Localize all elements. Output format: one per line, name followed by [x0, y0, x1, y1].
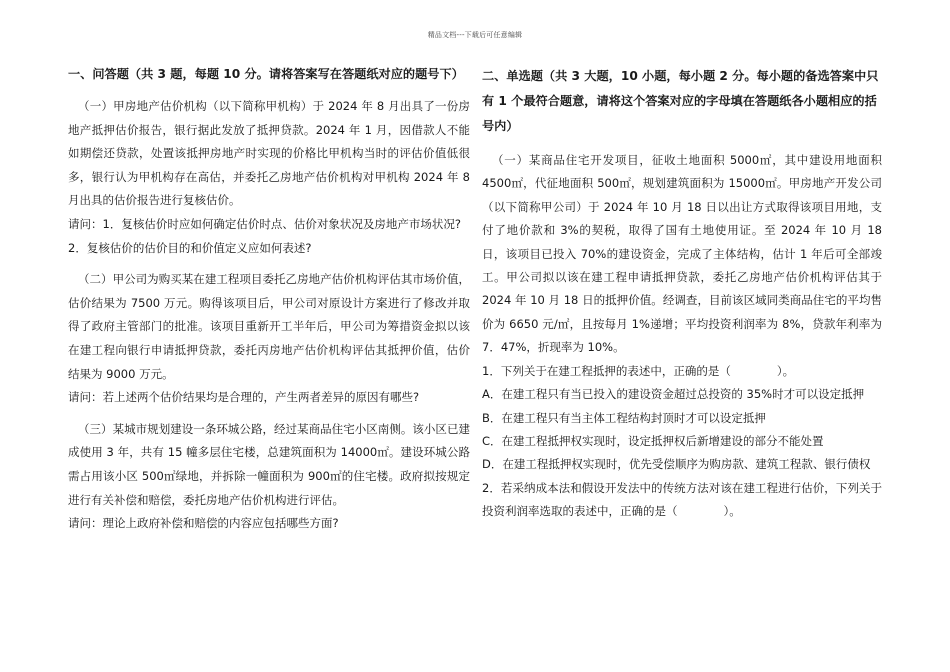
question-2-body: （二）甲公司为购买某在建工程项目委托乙房地产估价机构评估其市场价值，估价结果为 7500 万元。购得该项目后，甲公司对原设计方案进行了修改并取得了政府主管部门的批准。该项目重新开工半年后，甲公司为筹措资金拟以该在建工程向银行申请抵押贷款，委托丙房地产估价机构评估其抵押价值，估价结果为 9000 万元。 — [68, 272, 470, 381]
mcq-2-stem-end: ）。 — [723, 504, 741, 519]
mcq-2-stem — [482, 477, 882, 524]
question-3-body: （三）某城市规划建设一条环城公路，经过某商品住宅小区南侧。该小区已建成使用 3 年，共有 15 幢多层住宅楼，总建筑面积为 14000㎡。建设环城公路需占用该小区 500㎡绿地，并拆除一幢面积为 900㎡的住宅楼。政府拟按规定进行有关补偿和赔偿，委托房地产估价机构进行评估。 — [68, 421, 470, 507]
question-2-ask: 请问：若上述两个估价结果均是合理的，产生两者差异的原因有哪些? — [68, 390, 420, 405]
mcq-2-stem-text: 2．若采纳成本法和假设开发法中的传统方法对该在建工程进行估价，下列关于投资利润率选取的表述中，正确的是（ — [482, 480, 882, 519]
section-title-single-choice: 二、单选题（共 3 大题，10 小题，每小题 2 分。每小题的备选答案中只有 1 个最符合题意，请将这个答案对应的字母填在答题纸各小题相应的括号内） — [482, 69, 879, 133]
mcq-1-option-a: A．在建工程只有当已投入的建设资金超过总投资的 35%时才可以设定抵押 — [482, 387, 865, 402]
left-column — [68, 64, 470, 536]
section-title-qa: 一、问答题（共 3 题，每题 10 分。请将答案写在答题纸对应的题号下） — [68, 67, 464, 81]
question-1-ask-1: 请问：1．复核估价时应如何确定估价时点、估价对象状况及房地产市场状况? — [68, 216, 461, 231]
mcq-1-stem — [482, 360, 882, 384]
page-header: 精品文档---下载后可任意编辑 — [427, 31, 523, 39]
mcq-1-option-b: B．在建工程只有当主体工程结构封顶时才可以设定抵押 — [482, 410, 766, 425]
question-3-ask: 请问：理论上政府补偿和赔偿的内容应包括哪些方面? — [68, 516, 339, 531]
question-1-body: （一）甲房地产估价机构（以下简称甲机构）于 2024 年 8 月出具了一份房地产抵押估价报告，银行据此发放了抵押贷款。2024 年 1 月，因借款人不能如期偿还贷款，处置该抵押房地产时实现的价格比甲机构当时的评估价值低很多，银行认为甲机构存在高估，并委托乙房地产估价机构对甲机构 2024 年 8 月出具的估价报告进行复核估价。 — [68, 99, 470, 208]
mcq-1-stem-end: ）。 — [776, 363, 795, 378]
mcq-1-option-d: D．在建工程抵押权实现时，优先受偿顺序为购房款、建筑工程款、银行债权 — [482, 457, 871, 472]
mcq-1-stem-text: 1．下列关于在建工程抵押的表述中，正确的是（ — [482, 363, 731, 378]
right-column — [482, 64, 882, 524]
case-description: （一）某商品住宅开发项目，征收土地面积 5000㎡，其中建设用地面积 4500㎡，代征地面积 500㎡，规划建筑面积为 15000㎡。甲房地产开发公司（以下简称甲公司）于 2024 年 10 月 18 日以出让方式取得该项目用地，支付了地价款和 3%的契税，取得了国有土地使用证。至 2024 年 10 月 18 日，该项目已投入 70%的建设资金，完成了主体结构，估计 1 年后可全部竣工。甲公司拟以该在建工程申请抵押贷款，委托乙房地产估价机构评估其于 2024 年 10 月 18 日的抵押价值。经调查，目前该区域同类商品住宅的平均售价为 6650 元/㎡，且按每月 1%递增；平均投资利润率为 8%，贷款年利率为 7．47%，折现率为 10%。 — [482, 153, 882, 355]
mcq-1-option-c: C．在建工程抵押权实现时，设定抵押权后新增建设的部分不能处置 — [482, 434, 824, 449]
question-1-ask-2: 2．复核估价的估价目的和价值定义应如何表述? — [68, 240, 312, 255]
